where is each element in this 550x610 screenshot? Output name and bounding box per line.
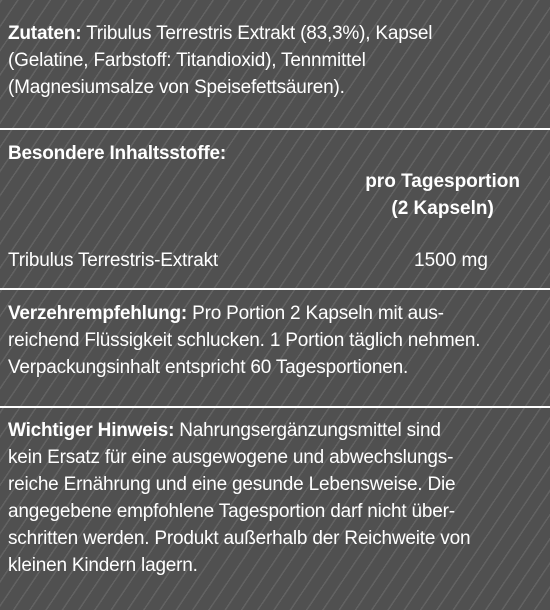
warning-line-3: reiche Ernährung und eine gesunde Lebensweise. Die (8, 474, 456, 495)
dosage-heading: Verzehrempfehlung: (8, 303, 188, 324)
ingredients-section (8, 20, 544, 101)
ingredients-line-3: (Magnesiumsalze von Speisefettsäuren). (8, 77, 345, 98)
dosage-line-2: reichend Flüssigkeit schlucken. 1 Portion täglich nehmen. (8, 330, 481, 351)
ingredients-line-2: (Gelatine, Farbstoff: Titandioxid), Tennmittel (8, 50, 366, 71)
warning-text-1: Nahrungsergänzungsmittel sind (174, 420, 441, 441)
extract-amount: 1500 mg (414, 250, 488, 271)
extract-name: Tribulus Terrestris-Extrakt (8, 250, 218, 271)
section-divider (0, 288, 550, 290)
section-divider (0, 128, 550, 130)
special-ingredients-heading: Besondere Inhaltsstoffe: (8, 143, 226, 164)
warning-line-1 (8, 417, 544, 444)
warning-line-4: angegebene empfohlene Tagesportion darf nicht über- (8, 501, 455, 522)
warning-line-5: schritten werden. Produkt außerhalb der Reichweite von (8, 528, 471, 549)
warning-section (8, 417, 544, 579)
section-divider (0, 406, 550, 408)
capsule-count-label: (2 Kapseln) (391, 198, 494, 219)
dosage-section (8, 300, 544, 381)
warning-line-6: kleinen Kindern lagern. (8, 555, 198, 576)
ingredients-line-1 (8, 20, 544, 47)
dosage-line-1 (8, 300, 544, 327)
per-daily-portion-label: pro Tagesportion (365, 171, 520, 192)
ingredients-heading: Zutaten: (8, 23, 82, 44)
per-daily-portion-header (365, 168, 520, 222)
dosage-line-3: Verpackungsinhalt entspricht 60 Tagesportionen. (8, 357, 409, 378)
dosage-text-1: Pro Portion 2 Kapseln mit aus- (187, 303, 444, 324)
warning-line-2: kein Ersatz für eine ausgewogene und abwechslungs- (8, 447, 454, 468)
warning-heading: Wichtiger Hinweis: (8, 420, 175, 441)
ingredients-text-1: Tribulus Terrestris Extrakt (83,3%), Kapsel (81, 23, 433, 44)
